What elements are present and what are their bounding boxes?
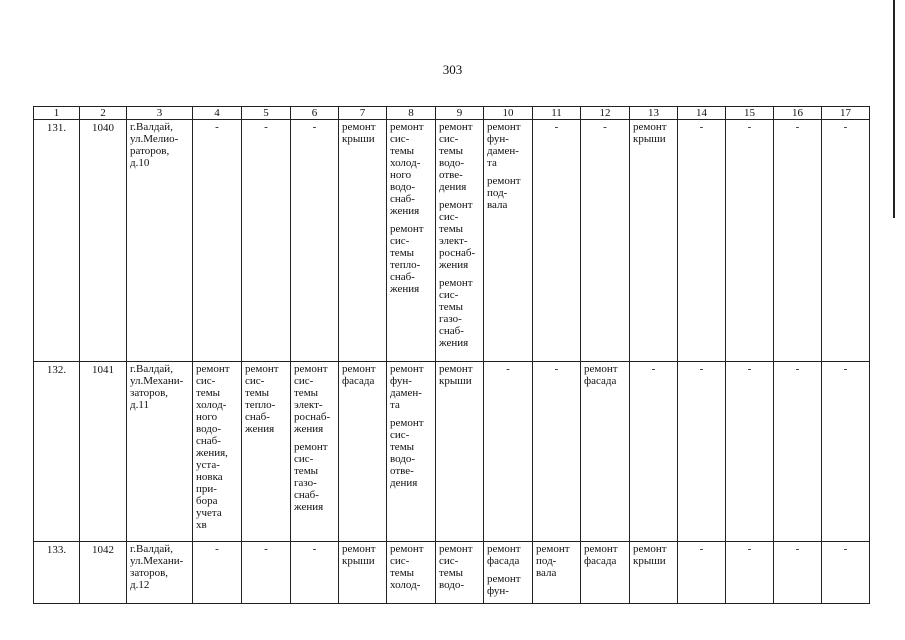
repair-work-cell bbox=[339, 362, 387, 542]
repair-cell-empty: - bbox=[242, 542, 291, 604]
cell-text-line: уста- bbox=[196, 459, 220, 471]
cell-text-line: снаб- bbox=[196, 435, 221, 447]
repair-work-cell bbox=[193, 362, 242, 542]
cell-text-line: ремонт bbox=[342, 121, 376, 133]
repair-cell-empty: - bbox=[533, 362, 581, 542]
repair-work-entry bbox=[487, 121, 529, 169]
cell-text-line: ремонт bbox=[294, 363, 328, 375]
repair-work-entry bbox=[633, 121, 674, 145]
cell-text-line: бора bbox=[196, 495, 218, 507]
row-number-cell: 131. bbox=[34, 120, 80, 362]
cell-text-line: ул.Мелио- bbox=[130, 133, 179, 145]
repair-cell-empty: - bbox=[678, 542, 726, 604]
repair-work-entry bbox=[342, 121, 383, 145]
cell-text-line: жения bbox=[439, 337, 469, 349]
cell-text-line: жения bbox=[294, 423, 324, 435]
cell-text-line: дения bbox=[439, 181, 467, 193]
cell-text-line: крыши bbox=[342, 133, 375, 145]
cell-text-line: снаб- bbox=[294, 489, 319, 501]
cell-text-line: тепло- bbox=[390, 259, 421, 271]
repair-work-entry bbox=[439, 199, 480, 271]
cell-text-line: ремонт bbox=[390, 121, 424, 133]
repair-work-entry bbox=[390, 121, 432, 217]
cell-text-line: при- bbox=[196, 483, 217, 495]
repair-work-cell bbox=[436, 542, 484, 604]
cell-text-line: под- bbox=[536, 555, 557, 567]
repair-cell-empty: - bbox=[822, 362, 870, 542]
cell-text-line: г.Валдай, bbox=[130, 543, 173, 555]
repair-work-cell bbox=[484, 542, 533, 604]
cell-text-line: отве- bbox=[439, 169, 463, 181]
cell-text-line: снаб- bbox=[390, 193, 415, 205]
repair-work-entry bbox=[487, 543, 529, 567]
cell-text-line: заторов, bbox=[130, 387, 169, 399]
repair-work-cell bbox=[630, 120, 678, 362]
cell-text-line: ремонт bbox=[294, 441, 328, 453]
cell-text-line: водо- bbox=[390, 181, 416, 193]
address-cell bbox=[127, 362, 193, 542]
cell-text-line: темы bbox=[294, 387, 319, 399]
cell-text-line: сис- bbox=[390, 133, 410, 145]
repair-work-entry bbox=[245, 363, 287, 435]
repair-cell-empty: - bbox=[193, 542, 242, 604]
repair-work-cell bbox=[339, 542, 387, 604]
cell-text-line: ул.Механи- bbox=[130, 555, 184, 567]
cell-text-line: холод- bbox=[390, 579, 421, 591]
repair-work-entry bbox=[342, 363, 383, 387]
repair-schedule-table bbox=[33, 106, 870, 604]
cell-text-line: жения bbox=[294, 501, 324, 513]
cell-text-line: ремонт bbox=[487, 121, 521, 133]
repair-work-cell bbox=[581, 362, 630, 542]
cell-text-line: хв bbox=[196, 519, 207, 531]
cell-text-line: дамен- bbox=[487, 145, 519, 157]
cell-text-line: ремонт bbox=[633, 543, 667, 555]
page-edge-line bbox=[893, 0, 895, 218]
column-header: 2 bbox=[80, 107, 127, 120]
cell-text-line: холод- bbox=[390, 157, 421, 169]
cell-text-line: ремонт bbox=[487, 175, 521, 187]
cell-text-line: фасада bbox=[342, 375, 375, 387]
cell-text-line: ремонт bbox=[584, 543, 618, 555]
cell-text-line: темы bbox=[196, 387, 221, 399]
cell-text-line: снаб- bbox=[390, 271, 415, 283]
cell-text-line: ремонт bbox=[342, 543, 376, 555]
column-header: 9 bbox=[436, 107, 484, 120]
cell-text-line: ремонт bbox=[245, 363, 279, 375]
cell-text-line: сис- bbox=[390, 429, 410, 441]
cell-text-line: темы bbox=[390, 441, 415, 453]
cell-text-line: г.Валдай, bbox=[130, 363, 173, 375]
cell-text-line: фун- bbox=[487, 585, 509, 597]
cell-text-line: тепло- bbox=[245, 399, 276, 411]
cell-text-line: темы bbox=[439, 223, 464, 235]
repair-cell-empty: - bbox=[630, 362, 678, 542]
cell-text-line: темы bbox=[390, 247, 415, 259]
cell-text-line: г.Валдай, bbox=[130, 121, 173, 133]
repair-work-cell bbox=[339, 120, 387, 362]
column-header: 11 bbox=[533, 107, 581, 120]
cell-text-line: сис- bbox=[294, 453, 314, 465]
cell-text-line: ремонт bbox=[633, 121, 667, 133]
building-code-cell: 1040 bbox=[80, 120, 127, 362]
repair-work-entry bbox=[536, 543, 577, 579]
cell-text-line: жения bbox=[245, 423, 275, 435]
cell-text-line: дения bbox=[390, 477, 418, 489]
repair-work-entry bbox=[487, 175, 529, 211]
cell-text-line: темы bbox=[439, 145, 464, 157]
cell-text-line: снаб- bbox=[439, 325, 464, 337]
cell-text-line: сис- bbox=[439, 289, 459, 301]
cell-text-line: д.12 bbox=[130, 579, 150, 591]
cell-text-line: ремонт bbox=[390, 417, 424, 429]
cell-text-line: д.10 bbox=[130, 157, 150, 169]
row-number-cell: 132. bbox=[34, 362, 80, 542]
column-number-header-row bbox=[34, 107, 870, 120]
cell-text-line: темы bbox=[245, 387, 270, 399]
cell-text-line: роснаб- bbox=[439, 247, 476, 259]
repair-cell-empty: - bbox=[822, 542, 870, 604]
repair-work-entry bbox=[439, 543, 480, 591]
repair-work-entry bbox=[390, 223, 432, 295]
column-header: 7 bbox=[339, 107, 387, 120]
repair-work-cell bbox=[291, 362, 339, 542]
repair-cell-empty: - bbox=[291, 542, 339, 604]
repair-cell-empty: - bbox=[774, 120, 822, 362]
cell-text-line: темы bbox=[390, 145, 415, 157]
cell-text-line: темы bbox=[439, 301, 464, 313]
cell-text-line: заторов, bbox=[130, 567, 169, 579]
row-number-cell: 133. bbox=[34, 542, 80, 604]
cell-text-line: водо- bbox=[196, 423, 222, 435]
cell-text-line: водо- bbox=[390, 453, 416, 465]
cell-text-line: та bbox=[390, 399, 400, 411]
cell-text-line: ремонт bbox=[439, 363, 473, 375]
cell-text-line: фасада bbox=[584, 375, 617, 387]
column-header: 1 bbox=[34, 107, 80, 120]
cell-text-line: крыши bbox=[633, 133, 666, 145]
cell-text-line: фун- bbox=[390, 375, 412, 387]
repair-work-cell bbox=[387, 120, 436, 362]
cell-text-line: сис- bbox=[390, 235, 410, 247]
repair-cell-empty: - bbox=[726, 120, 774, 362]
repair-cell-empty: - bbox=[193, 120, 242, 362]
cell-text-line: темы bbox=[439, 567, 464, 579]
repair-work-cell bbox=[242, 362, 291, 542]
column-header: 16 bbox=[774, 107, 822, 120]
cell-text-line: водо- bbox=[439, 579, 465, 591]
repair-work-entry bbox=[633, 543, 674, 567]
table-row bbox=[34, 362, 870, 542]
address-cell bbox=[127, 120, 193, 362]
cell-text-line: ремонт bbox=[584, 363, 618, 375]
repair-work-entry bbox=[584, 363, 626, 387]
cell-text-line: ремонт bbox=[342, 363, 376, 375]
table-row bbox=[34, 120, 870, 362]
repair-cell-empty: - bbox=[774, 362, 822, 542]
column-header: 6 bbox=[291, 107, 339, 120]
column-header: 14 bbox=[678, 107, 726, 120]
cell-text-line: ремонт bbox=[487, 573, 521, 585]
cell-text-line: та bbox=[487, 157, 497, 169]
cell-text-line: фасада bbox=[584, 555, 617, 567]
repair-work-cell bbox=[387, 542, 436, 604]
cell-text-line: жения bbox=[390, 205, 420, 217]
cell-text-line: темы bbox=[294, 465, 319, 477]
cell-text-line: ремонт bbox=[439, 543, 473, 555]
cell-text-line: снаб- bbox=[245, 411, 270, 423]
repair-work-entry bbox=[584, 543, 626, 567]
cell-text-line: крыши bbox=[342, 555, 375, 567]
repair-work-entry bbox=[390, 363, 432, 411]
repair-cell-empty: - bbox=[242, 120, 291, 362]
cell-text-line: ремонт bbox=[390, 223, 424, 235]
repair-work-cell bbox=[630, 542, 678, 604]
cell-text-line: ремонт bbox=[439, 199, 473, 211]
repair-work-cell bbox=[484, 120, 533, 362]
column-header: 15 bbox=[726, 107, 774, 120]
page-number: 303 bbox=[442, 62, 463, 77]
cell-text-line: вала bbox=[536, 567, 557, 579]
cell-text-line: отве- bbox=[390, 465, 414, 477]
address-cell bbox=[127, 542, 193, 604]
cell-text-line: сис- bbox=[245, 375, 265, 387]
table-row bbox=[34, 542, 870, 604]
cell-text-line: водо- bbox=[439, 157, 465, 169]
cell-text-line: дамен- bbox=[390, 387, 422, 399]
cell-text-line: ремонт bbox=[390, 543, 424, 555]
repair-work-entry bbox=[342, 543, 383, 567]
repair-work-entry bbox=[390, 543, 432, 591]
cell-text-line: темы bbox=[390, 567, 415, 579]
cell-text-line: жения, bbox=[196, 447, 228, 459]
cell-text-line: роснаб- bbox=[294, 411, 331, 423]
repair-work-cell bbox=[387, 362, 436, 542]
cell-text-line: сис- bbox=[196, 375, 216, 387]
cell-text-line: элект- bbox=[294, 399, 323, 411]
cell-text-line: холод- bbox=[196, 399, 227, 411]
repair-cell-empty: - bbox=[774, 542, 822, 604]
cell-text-line: ремонт bbox=[487, 543, 521, 555]
repair-cell-empty: - bbox=[822, 120, 870, 362]
column-header: 17 bbox=[822, 107, 870, 120]
cell-text-line: ремонт bbox=[390, 363, 424, 375]
cell-text-line: сис- bbox=[390, 555, 410, 567]
repair-cell-empty: - bbox=[581, 120, 630, 362]
repair-work-entry bbox=[196, 363, 238, 531]
column-header: 8 bbox=[387, 107, 436, 120]
cell-text-line: крыши bbox=[439, 375, 472, 387]
cell-text-line: ремонт bbox=[196, 363, 230, 375]
repair-work-cell bbox=[436, 120, 484, 362]
cell-text-line: под- bbox=[487, 187, 508, 199]
repair-work-entry bbox=[390, 417, 432, 489]
cell-text-line: д.11 bbox=[130, 399, 149, 411]
repair-cell-empty: - bbox=[291, 120, 339, 362]
cell-text-line: газо- bbox=[439, 313, 462, 325]
cell-text-line: сис- bbox=[294, 375, 314, 387]
cell-text-line: сис- bbox=[439, 133, 459, 145]
repair-cell-empty: - bbox=[726, 362, 774, 542]
cell-text-line: ного bbox=[390, 169, 412, 181]
cell-text-line: крыши bbox=[633, 555, 666, 567]
column-header: 5 bbox=[242, 107, 291, 120]
column-header: 3 bbox=[127, 107, 193, 120]
repair-work-cell bbox=[436, 362, 484, 542]
column-header: 4 bbox=[193, 107, 242, 120]
column-header: 13 bbox=[630, 107, 678, 120]
repair-cell-empty: - bbox=[678, 362, 726, 542]
cell-text-line: жения bbox=[439, 259, 469, 271]
repair-cell-empty: - bbox=[484, 362, 533, 542]
cell-text-line: газо- bbox=[294, 477, 317, 489]
cell-text-line: сис- bbox=[439, 555, 459, 567]
cell-text-line: вала bbox=[487, 199, 508, 211]
repair-work-entry bbox=[439, 363, 480, 387]
cell-text-line: жения bbox=[390, 283, 420, 295]
cell-text-line: ного bbox=[196, 411, 218, 423]
building-code-cell: 1042 bbox=[80, 542, 127, 604]
repair-cell-empty: - bbox=[726, 542, 774, 604]
cell-text-line: ремонт bbox=[439, 121, 473, 133]
repair-work-entry bbox=[294, 441, 335, 513]
cell-text-line: новка bbox=[196, 471, 223, 483]
repair-work-cell bbox=[581, 542, 630, 604]
repair-cell-empty: - bbox=[678, 120, 726, 362]
column-header: 10 bbox=[484, 107, 533, 120]
column-header: 12 bbox=[581, 107, 630, 120]
building-code-cell: 1041 bbox=[80, 362, 127, 542]
cell-text-line: фун- bbox=[487, 133, 509, 145]
cell-text-line: ремонт bbox=[536, 543, 570, 555]
cell-text-line: ремонт bbox=[439, 277, 473, 289]
cell-text-line: учета bbox=[196, 507, 222, 519]
cell-text-line: фасада bbox=[487, 555, 520, 567]
repair-work-entry bbox=[294, 363, 335, 435]
repair-work-entry bbox=[439, 121, 480, 193]
cell-text-line: раторов, bbox=[130, 145, 170, 157]
repair-cell-empty: - bbox=[533, 120, 581, 362]
cell-text-line: элект- bbox=[439, 235, 468, 247]
repair-work-entry bbox=[439, 277, 480, 349]
repair-work-cell bbox=[533, 542, 581, 604]
cell-text-line: сис- bbox=[439, 211, 459, 223]
cell-text-line: ул.Механи- bbox=[130, 375, 184, 387]
repair-work-entry bbox=[487, 573, 529, 597]
